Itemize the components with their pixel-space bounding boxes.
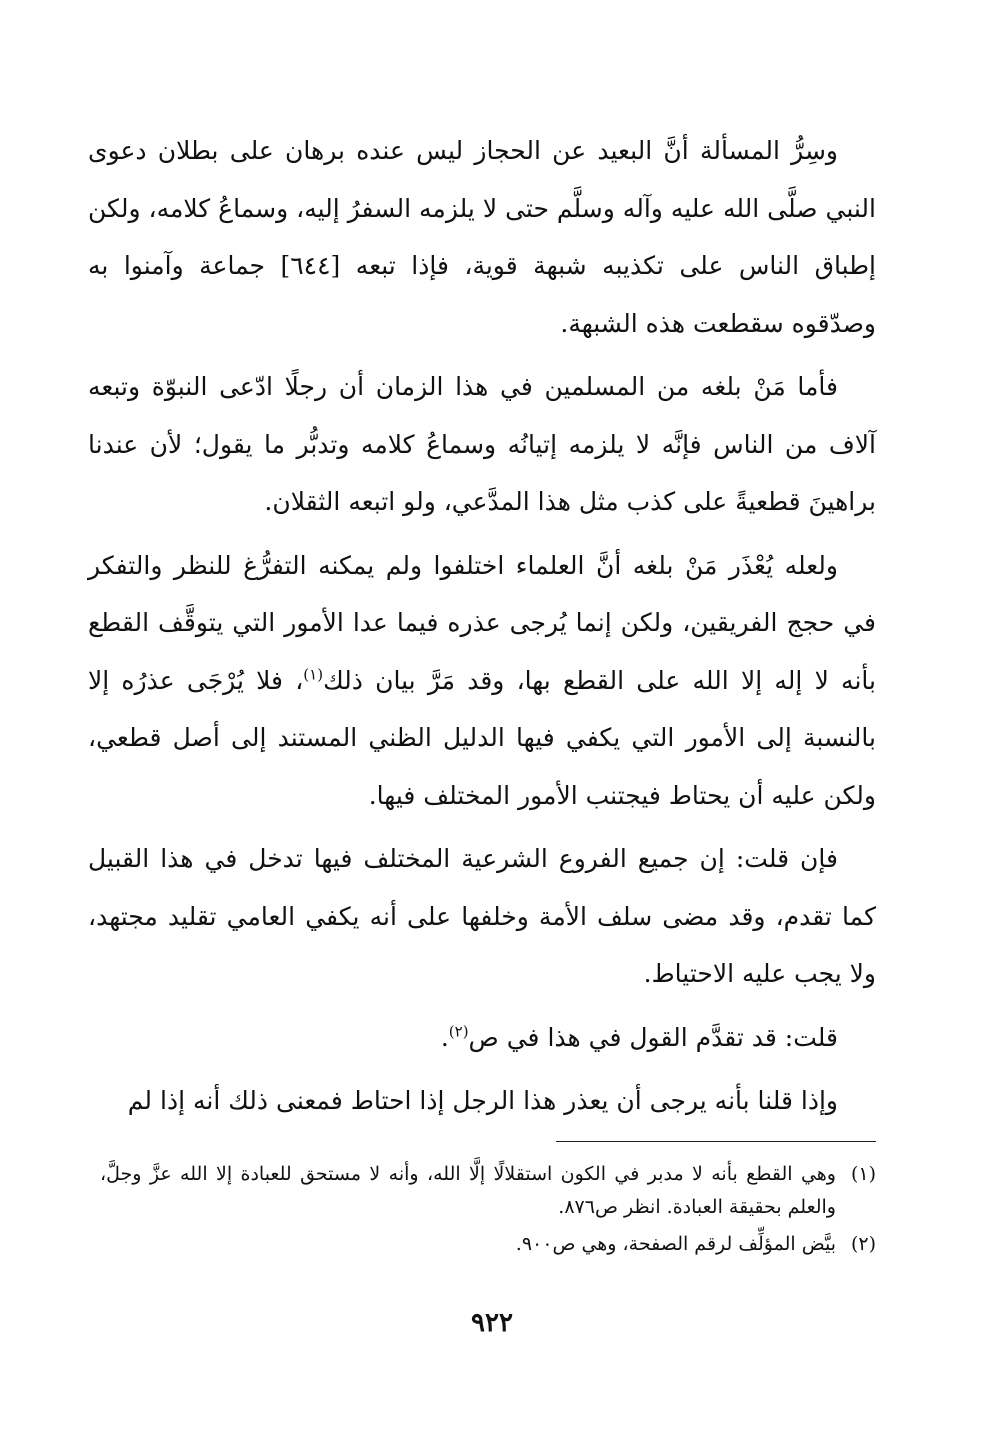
footnote-1-text: وهي القطع بأنه لا مدبر في الكون استقلالًا إلَّا الله، وأنه لا مستحق للعبادة إلا الله عزَّ وجلَّ، والعلم بحقيقة العبادة. انظر ص٨٧٦. [100,1163,836,1218]
footnote-2-number: (٢) [850,1233,876,1255]
footnote-2-text: بيَّض المؤلِّف لرقم الصفحة، وهي ص٩٠٠. [515,1233,836,1255]
footnote-ref-2: (٢) [448,1022,469,1041]
paragraph-5-text-before: قلت: قد تقدَّم القول في هذا في ص [468,1022,838,1052]
paragraph-5 [88,1009,876,1067]
paragraph-5-text-after: . [440,1022,449,1052]
footnote-2 [100,1228,876,1261]
page-number: ٩٢٢ [471,1308,513,1338]
paragraph-3-text-after: ، فلا يُرْجَى عذرُه إلا بالنسبة إلى الأمور التي يكفي فيها الدليل الظني المستند إلى أصل قطعي، ولكن عليه أن يحتاط فيجتنب الأمور المختلف فيها. [88,665,876,810]
footnotes [100,1158,876,1265]
paragraph-6: وإذا قلنا بأنه يرجى أن يعذر هذا الرجل إذا احتاط فمعنى ذلك أنه إذا لم [127,1086,838,1115]
main-text [88,122,876,1130]
footnote-ref-1: (١) [303,665,324,684]
paragraph-1: وسِرُّ المسألة أنَّ البعيد عن الحجاز ليس عنده برهان على بطلان دعوى النبي صلَّى الله عليه وآله وسلَّم حتى لا يلزمه السفرُ إليه، وسماعُ كلامه، ولكن إطباق الناس على تكذيبه شبهة قوية، فإذا تبعه [٦٤٤] جماعة وآمنوا به وصدّقوه سقطعت هذه الشبهة. [88,136,876,338]
paragraph-2: فأما مَنْ بلغه من المسلمين في هذا الزمان أن رجلًا ادّعى النبوّة وتبعه آلاف من الناس فإنَّه لا يلزمه إتيانُه وسماعُ كلامه وتدبُّر ما يقول؛ لأن عندنا براهينَ قطعيةً على كذب مثل هذا المدَّعي، ولو اتبعه الثقلان. [88,372,876,516]
paragraph-3-text-before: ولعله يُعْذَر مَنْ بلغه أنَّ العلماء اختلفوا ولم يمكنه التفرُّغ للنظر والتفكر في حجج الفريقين، ولكن إنما يُرجى عذره فيما عدا الأمور التي يتوقَّف القطع بأنه لا إله إلا الله على القطع بها، وقد مَرَّ بيان ذلك [88,550,876,695]
paragraph-4: فإن قلت: إن جميع الفروع الشرعية المختلف فيها تدخل في هذا القبيل كما تقدم، وقد مضى سلف الأمة وخلفها على أنه يكفي العامي تقليد مجتهد، ولا يجب عليه الاحتياط. [88,844,876,988]
footnote-1-number: (١) [850,1163,876,1185]
footnote-1 [100,1158,876,1224]
paragraph-3 [88,537,876,825]
footnote-separator [556,1141,876,1142]
